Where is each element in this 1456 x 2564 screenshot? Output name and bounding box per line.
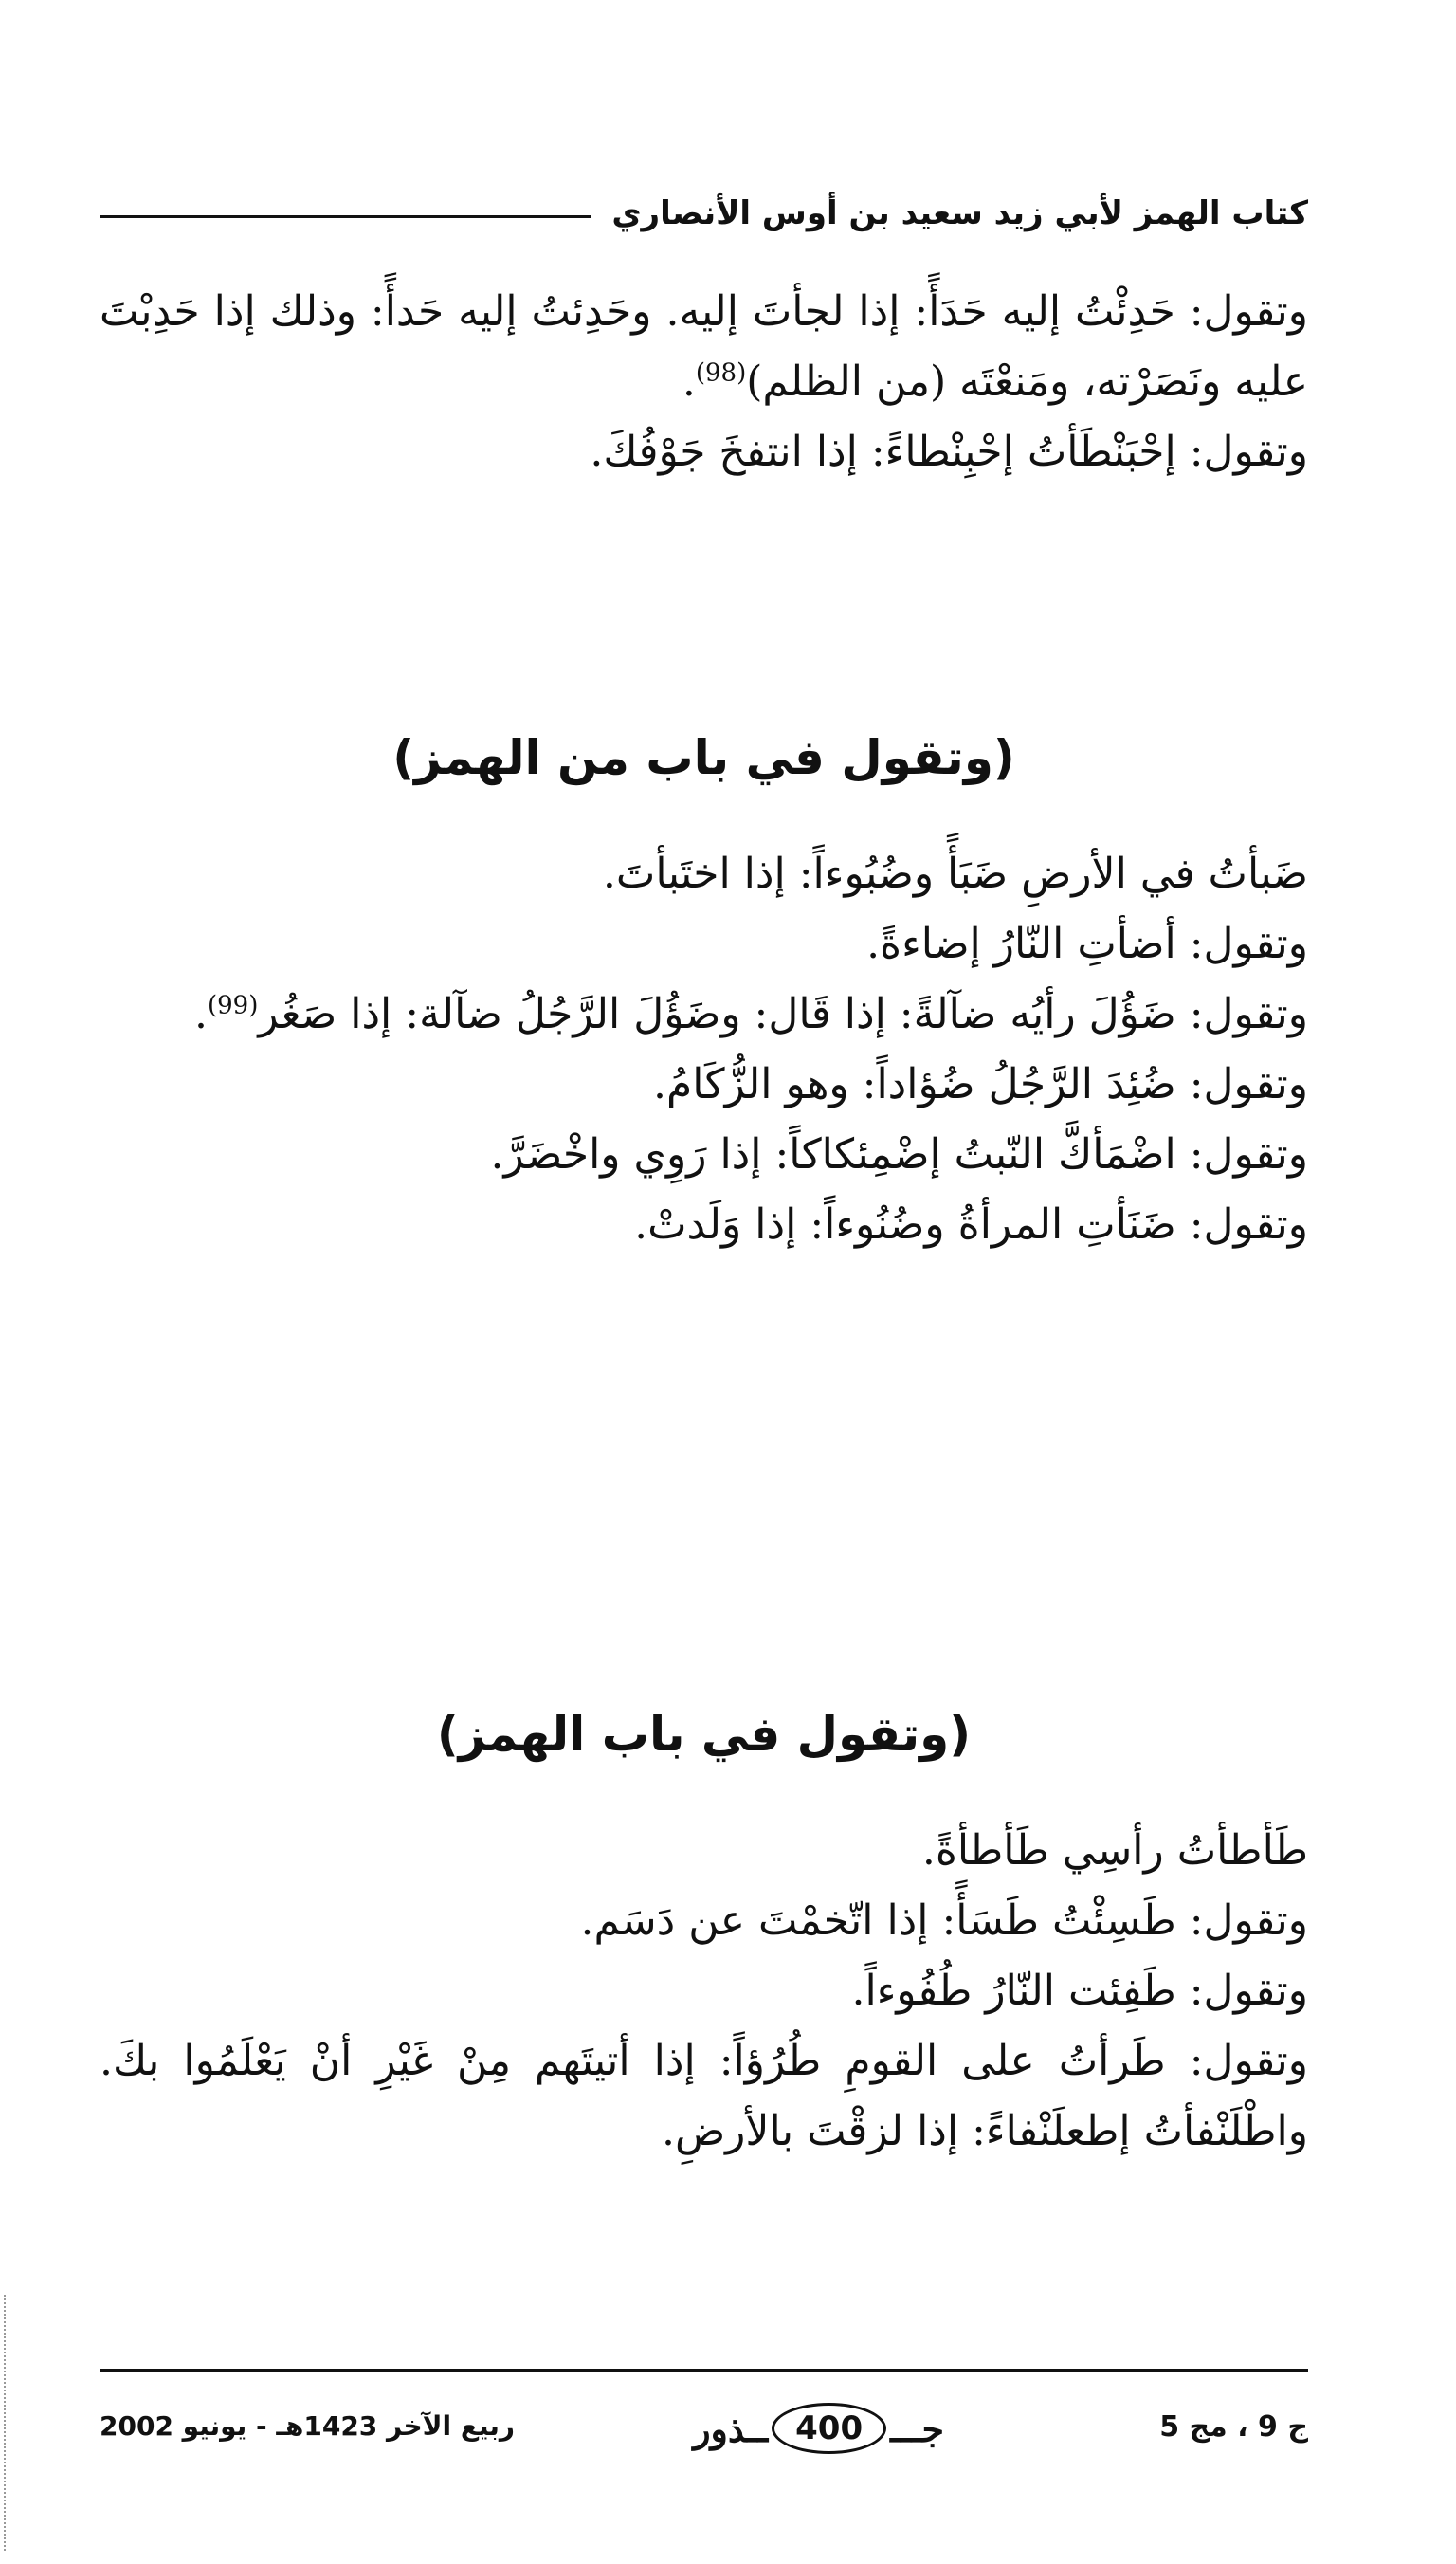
paragraph-end: .	[193, 990, 208, 1038]
paragraph: ضَبأتُ في الأرضِ ضَبَأً وضُبُوءاً: إذا اختَبأتَ.	[602, 850, 1308, 898]
running-header	[100, 180, 1308, 247]
footnote-marker[interactable]: (98)	[695, 358, 747, 388]
paragraph: وتقول: أضأتِ النّارُ إضاءةً.	[866, 920, 1308, 968]
paragraph: وتقول: ضَنَأتِ المرأةُ وضُنُوءاً: إذا وَلَدتْ.	[634, 1200, 1308, 1249]
footnote-marker[interactable]: (99)	[207, 991, 259, 1020]
journal-name-start: جـــ	[890, 2407, 944, 2450]
paragraph-text: وتقول: ضَؤُلَ رأيُه ضآلةً: إذا قَال: وضَؤُلَ الرَّجُلُ ضآلة: إذا صَغُر	[258, 990, 1308, 1038]
page-number: 400	[772, 2403, 886, 2454]
paragraph: وتقول: اضْمَأكَّ النّبتُ إضْمِئكاكاً: إذا رَوِي واخْضَرَّ.	[490, 1130, 1308, 1179]
paragraph	[100, 277, 1308, 417]
paragraph: وتقول: طَفِئت النّارُ طُفُوءاً.	[851, 1967, 1308, 2015]
paragraph: وتقول: طَرأتُ على القومِ طُرُؤاً: إذا أتيتَهم مِنْ غَيْرِ أنْ يَعْلَمُوا بكَ. واطْلَنْفأتُ إطعلَنْفاءً: إذا لزقْتَ بالأرضِ.	[100, 2037, 1308, 2155]
paragraph: وتقول: إحْبَنْطَأتُ إحْبِنْطاءً: إذا انتفخَ جَوْفُكَ.	[590, 428, 1308, 476]
paragraph: طَأطأتُ رأسِي طَأطأةً.	[921, 1826, 1308, 1875]
section-heading: (وتقول في باب من الهمز)	[392, 730, 1015, 785]
page-footer	[100, 2390, 1308, 2465]
journal-logo	[689, 2403, 948, 2454]
scan-margin-mark	[4, 2295, 8, 2551]
paragraph-end: .	[682, 357, 696, 406]
book-title: كتاب الهمز لأبي زيد سعيد بن أوس الأنصاري	[611, 194, 1308, 232]
paragraph-text: وتقول: حَدِئْتُ إليه حَدَأً: إذا لجأتَ إليه. وحَدِئتُ إليه حَدأً: وذلك إذا حَدِبْتَ عليه ونَصَرْته، ومَنعْتَه (من الظلم)	[100, 287, 1308, 406]
volume-number: ج 9 ، مج 5	[1159, 2410, 1308, 2444]
section-heading: (وتقول في باب الهمز)	[436, 1707, 972, 1762]
paragraph	[100, 980, 1308, 1050]
header-rule	[100, 215, 591, 218]
journal-name-end: ــذور	[693, 2407, 769, 2450]
paragraph: وتقول: طَسِئْتُ طَسَأً: إذا اتّخمْتَ عن دَسَم.	[580, 1896, 1308, 1945]
opening-paragraphs	[100, 277, 1308, 487]
footer-rule	[100, 2369, 1308, 2372]
section-one-body	[100, 839, 1308, 1260]
issue-date: ربيع الآخر 1423هـ - يونيو 2002	[100, 2410, 516, 2442]
paragraph: وتقول: ضُئِدَ الرَّجُلُ ضُؤاداً: وهو الزُّكَامُ.	[652, 1060, 1308, 1108]
section-two-body	[100, 1816, 1308, 2167]
